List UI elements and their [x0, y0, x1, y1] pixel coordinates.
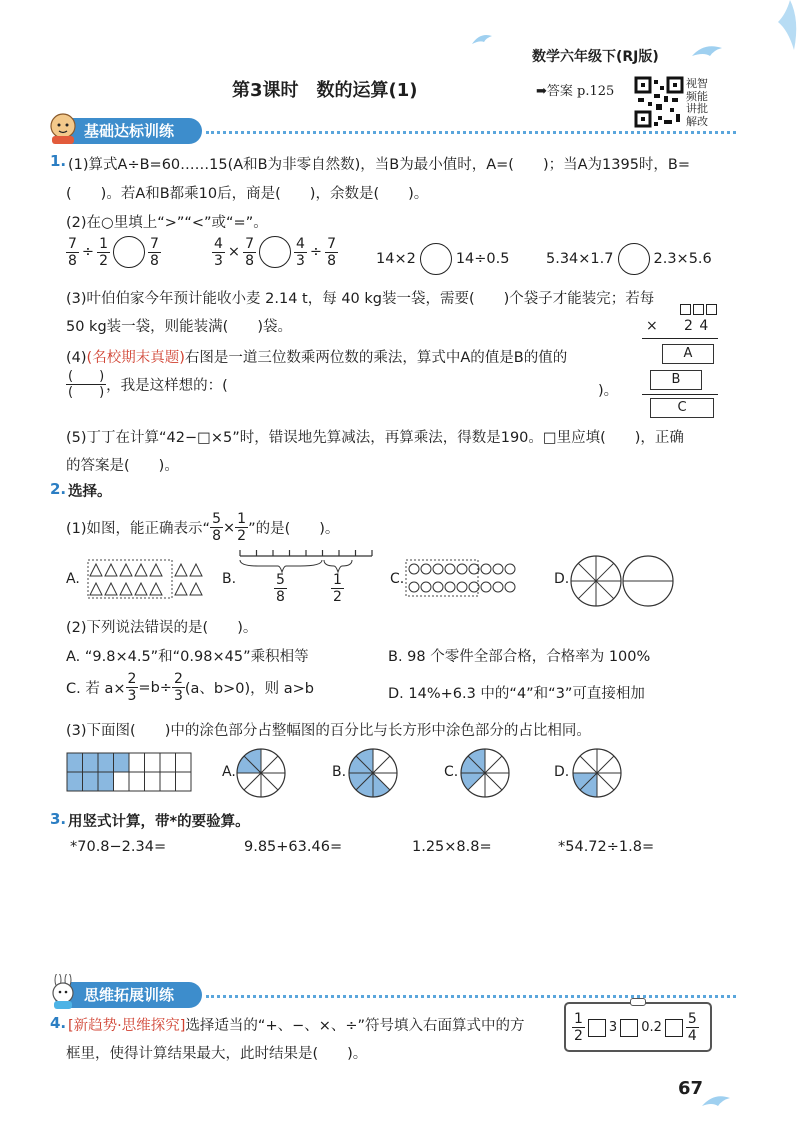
pie-option-c[interactable] — [460, 748, 510, 798]
book-title: 数学六年级下(RJ版) — [532, 49, 659, 65]
denominator: 8 — [68, 252, 77, 269]
pie-option-b[interactable] — [348, 748, 398, 798]
fraction — [66, 237, 79, 268]
compare-circle[interactable] — [113, 236, 145, 268]
operator: ÷ — [81, 244, 95, 260]
times-sign: × — [646, 318, 658, 334]
compare-item-b — [212, 236, 338, 268]
denominator: 3 — [296, 252, 305, 269]
q2-part2-option-c[interactable] — [66, 672, 314, 703]
lesson-title: 第3课时 数的运算(1) — [232, 80, 418, 101]
option-c-mid: =b÷ — [138, 679, 172, 696]
q1-part1-line1: (1)算式A÷B=60……15(A和B为非零自然数)，当B为最小值时，A=( )；当A为1395时，B= — [68, 157, 691, 173]
section-divider — [206, 131, 736, 134]
q4-line2: 框里，使得计算结果最大，此时结果是( )。 — [66, 1046, 368, 1062]
operator: ÷ — [309, 244, 323, 260]
two-circles-figure[interactable] — [570, 554, 674, 608]
digit-box — [693, 304, 704, 315]
circle-grid-figure[interactable] — [404, 558, 524, 598]
denominator: 2 — [574, 1028, 583, 1044]
operand: 3 — [608, 1020, 618, 1035]
q1-part4-line1: (4)(名校期末真题)右图是一道三位数乘两位数的乘法，算式中A的值是B的值的 — [66, 350, 568, 366]
calc-item: *54.72÷1.8= — [558, 839, 655, 855]
denominator: 8 — [150, 252, 159, 269]
fraction — [294, 237, 307, 268]
trend-tag: [新趋势·思维探究] — [68, 1018, 186, 1034]
section-banner-extension — [54, 982, 202, 1008]
q2-part1-post: ”的是( )。 — [248, 521, 340, 537]
option-label-b[interactable]: B. — [222, 571, 237, 587]
compare-item-c — [376, 243, 510, 275]
rabbit-mascot-icon — [46, 974, 80, 1010]
q2-part1 — [66, 512, 339, 543]
fraction — [235, 512, 248, 543]
q1-part4-line2 — [66, 370, 228, 399]
compare-item-a — [66, 236, 161, 268]
qr-code-icon[interactable] — [634, 76, 684, 128]
q4-text: 选择适当的“+、−、×、÷”符号填入右面算式中的方 — [185, 1018, 525, 1034]
question-number: 1. — [50, 152, 67, 170]
partial-product-a: A — [662, 344, 714, 364]
option-label-d[interactable]: D. — [554, 764, 570, 780]
q1-part5-line2: 的答案是( )。 — [66, 458, 179, 474]
q3-title: 用竖式计算，带*的要验算。 — [68, 814, 250, 830]
numerator: 1 — [574, 1011, 583, 1027]
final-product-c: C — [650, 398, 714, 418]
q1-part4-text: 右图是一道三位数乘两位数的乘法，算式中A的值是B的值的 — [184, 350, 568, 366]
pie-option-a[interactable] — [236, 748, 286, 798]
expression-right: 14÷0.5 — [455, 251, 510, 267]
shaded-rectangle-grid — [66, 752, 192, 792]
section-title: 思维拓展训练 — [84, 986, 175, 1004]
brace-fraction-1-2 — [331, 573, 344, 604]
qr-label-line: 讲批 — [686, 102, 708, 115]
operator: × — [222, 519, 236, 536]
dolphin-decoration-icon — [470, 30, 496, 50]
page-number: 67 — [678, 1078, 704, 1099]
mascot-icon — [46, 110, 80, 146]
brace-fraction-5-8 — [274, 573, 287, 604]
section-divider — [206, 995, 736, 998]
operator: × — [227, 244, 241, 260]
fraction — [172, 672, 185, 703]
numerator: 1 — [99, 235, 108, 252]
clipboard-clip — [630, 998, 646, 1006]
operand: 0.2 — [641, 1020, 662, 1035]
product-line — [642, 338, 718, 339]
pie-option-d[interactable] — [572, 748, 622, 798]
digit-box — [680, 304, 691, 315]
denominator: 8 — [245, 252, 254, 269]
reasoning-prompt: ，我是这样想的：( — [106, 378, 228, 394]
calc-item: 9.85+63.46= — [244, 839, 343, 855]
question-number: 4. — [50, 1014, 67, 1032]
qr-label-line: 频能 — [686, 89, 708, 103]
numerator: 4 — [214, 235, 223, 252]
fraction — [212, 237, 225, 268]
option-label-b[interactable]: B. — [332, 764, 347, 780]
dolphin-decoration-icon — [690, 40, 726, 62]
top-digit-boxes — [680, 304, 717, 315]
qr-label — [686, 78, 714, 128]
dolphin-decoration-icon — [760, 0, 800, 60]
denominator: 8 — [276, 589, 285, 605]
compare-circle[interactable] — [618, 243, 650, 275]
exam-tag: (名校期末真题) — [86, 350, 185, 366]
option-c-post: (a、b>0)，则 a>b — [184, 681, 314, 697]
expression-left: 5.34×1.7 — [546, 251, 614, 267]
answer-reference[interactable]: ➡答案 p.125 — [536, 84, 615, 99]
q2-part1-pre: (1)如图，能正确表示“ — [66, 521, 211, 537]
q2-title: 选择。 — [68, 484, 112, 500]
numerator: 5 — [212, 511, 221, 527]
qr-label-line: 解改 — [686, 114, 708, 128]
blank-numerator[interactable]: ( ) — [68, 369, 105, 384]
q1-part3-line2: 50 kg装一袋，则能装满( )袋。 — [66, 319, 292, 335]
q2-part2-option-d[interactable]: D. 14%+6.3 中的“4”和“3”可直接相加 — [388, 686, 645, 702]
numerator: 2 — [173, 671, 183, 687]
fraction — [126, 672, 139, 703]
denominator: 8 — [327, 252, 336, 269]
numerator: 7 — [245, 235, 254, 252]
expression-left: 14×2 — [376, 251, 416, 267]
multiplier-digits: 2 4 — [684, 318, 710, 334]
triangle-grid-figure[interactable] — [84, 558, 212, 600]
denominator: 2 — [99, 252, 108, 269]
option-c-pre: C. 若 a× — [66, 681, 126, 697]
fraction — [97, 237, 110, 268]
partial-product-b: B — [650, 370, 702, 390]
blank-fraction[interactable] — [66, 370, 106, 399]
question-number: 2. — [50, 480, 67, 498]
option-label-a[interactable]: A. — [222, 764, 236, 780]
operator-box[interactable] — [588, 1019, 606, 1037]
numerator: 1 — [333, 572, 342, 588]
fraction — [148, 237, 161, 268]
dolphin-decoration-icon — [700, 1090, 734, 1112]
numerator: 4 — [296, 235, 305, 252]
numerator: 7 — [327, 235, 336, 252]
q2-part2-option-b[interactable]: B. 98 个零件全部合格，合格率为 100% — [388, 649, 651, 665]
compare-circle[interactable] — [420, 243, 452, 275]
option-label-d[interactable]: D. — [554, 571, 570, 587]
question-number: 3. — [50, 810, 67, 828]
q1-part1-line2: ( )。若A和B都乘10后，商是( )，余数是( )。 — [66, 186, 429, 202]
compare-circle[interactable] — [259, 236, 291, 268]
expression-row — [572, 1012, 699, 1043]
digit-box — [706, 304, 717, 315]
denominator: 8 — [212, 528, 221, 544]
fraction — [686, 1012, 699, 1043]
option-label-a[interactable]: A. — [66, 571, 80, 587]
q2-part3: (3)下面图( )中的涂色部分占整幅图的百分比与长方形中涂色部分的占比相同。 — [66, 723, 591, 739]
denominator: 3 — [173, 688, 183, 704]
compare-item-d — [546, 243, 712, 275]
numerator: 2 — [127, 671, 137, 687]
numerator: 5 — [687, 1011, 697, 1027]
denominator: 2 — [237, 528, 247, 544]
reasoning-close: )。 — [598, 383, 619, 399]
qr-label-line: 视智 — [686, 77, 708, 90]
operator-box[interactable] — [620, 1019, 638, 1037]
section-title: 基础达标训练 — [84, 122, 175, 140]
option-label-c[interactable]: C. — [390, 571, 405, 587]
denominator: 4 — [687, 1028, 697, 1044]
calc-item: 1.25×8.8= — [412, 839, 492, 855]
numerator: 7 — [150, 235, 159, 252]
multiplication-figure — [642, 304, 718, 416]
expression-right: 2.3×5.6 — [653, 251, 712, 267]
numerator: 7 — [68, 235, 77, 252]
option-label-c[interactable]: C. — [444, 764, 459, 780]
fraction — [243, 237, 256, 268]
operator-box[interactable] — [665, 1019, 683, 1037]
numerator: 5 — [276, 572, 285, 588]
numerator: 1 — [237, 511, 247, 527]
q2-part2: (2)下列说法错误的是( )。 — [66, 620, 258, 636]
denominator: 2 — [333, 589, 342, 605]
sum-line — [642, 394, 718, 395]
calc-item: *70.8−2.34= — [70, 839, 167, 855]
fraction — [210, 512, 223, 543]
section-banner-basic — [54, 118, 202, 144]
q4-line1 — [68, 1014, 525, 1035]
blank-denominator[interactable]: ( ) — [68, 385, 105, 400]
fraction — [572, 1012, 585, 1043]
q1-part3-line1: (3)叶伯伯家今年预计能收小麦 2.14 t，每 40 kg装一袋，需要( )个袋子才能装完；若每 — [66, 291, 655, 307]
denominator: 3 — [214, 252, 223, 269]
fraction — [325, 237, 338, 268]
expression-clipboard — [564, 1002, 712, 1052]
q2-part2-option-a[interactable]: A. “9.8×4.5”和“0.98×45”乘积相等 — [66, 649, 309, 665]
denominator: 3 — [127, 688, 137, 704]
number-line-figure[interactable] — [238, 550, 374, 574]
q1-part2: (2)在○里填上“>”“<”或“=”。 — [66, 215, 268, 231]
q1-part5-line1: (5)丁丁在计算“42−□×5”时，错误地先算减法，再算乘法，得数是190。□里应填( )，正确 — [66, 430, 684, 446]
